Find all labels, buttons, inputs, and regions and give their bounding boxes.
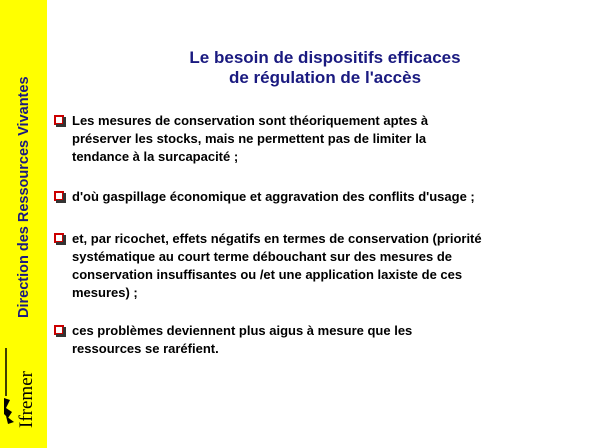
- bullet-text: [72, 188, 542, 206]
- sidebar: [0, 0, 47, 448]
- bullet-line: conservation insuffisantes ou /et une application laxiste de ces: [72, 267, 463, 282]
- checkbox-bullet-icon: [54, 191, 64, 201]
- checkbox-bullet-icon: [54, 233, 64, 243]
- bullet-text: [72, 230, 542, 302]
- bullet-line: et, par ricochet, effets négatifs en termes de conservation (priorité: [72, 231, 482, 246]
- title-line-2: de régulation de l'accès: [228, 68, 422, 87]
- bullet-line: ressources se raréfient.: [72, 341, 219, 356]
- bullet-line: préserver les stocks, mais ne permettent pas de limiter la: [72, 131, 427, 146]
- bullet-line: mesures) ;: [72, 285, 138, 300]
- slide-title: [50, 48, 600, 88]
- title-line-1: Le besoin de dispositifs efficaces: [189, 48, 461, 67]
- bullet-line: tendance à la surcapacité ;: [72, 149, 239, 164]
- bullet-text: [72, 322, 542, 358]
- checkbox-bullet-icon: [54, 115, 64, 125]
- bullet-line: Les mesures de conservation sont théoriquement aptes à: [72, 113, 429, 128]
- logo-text: Ifremer: [16, 371, 37, 428]
- sidebar-vertical-title: Direction des Ressources Vivantes: [16, 76, 32, 318]
- checkbox-bullet-icon: [54, 325, 64, 335]
- bullet-line: d'où gaspillage économique et aggravation des conflits d'usage ;: [72, 189, 475, 204]
- ifremer-logo: [2, 338, 44, 428]
- bullet-text: [72, 112, 542, 166]
- bullet-line: ces problèmes deviennent plus aigus à mesure que les: [72, 323, 413, 338]
- bullet-line: systématique au court terme débouchant sur des mesures de: [72, 249, 453, 264]
